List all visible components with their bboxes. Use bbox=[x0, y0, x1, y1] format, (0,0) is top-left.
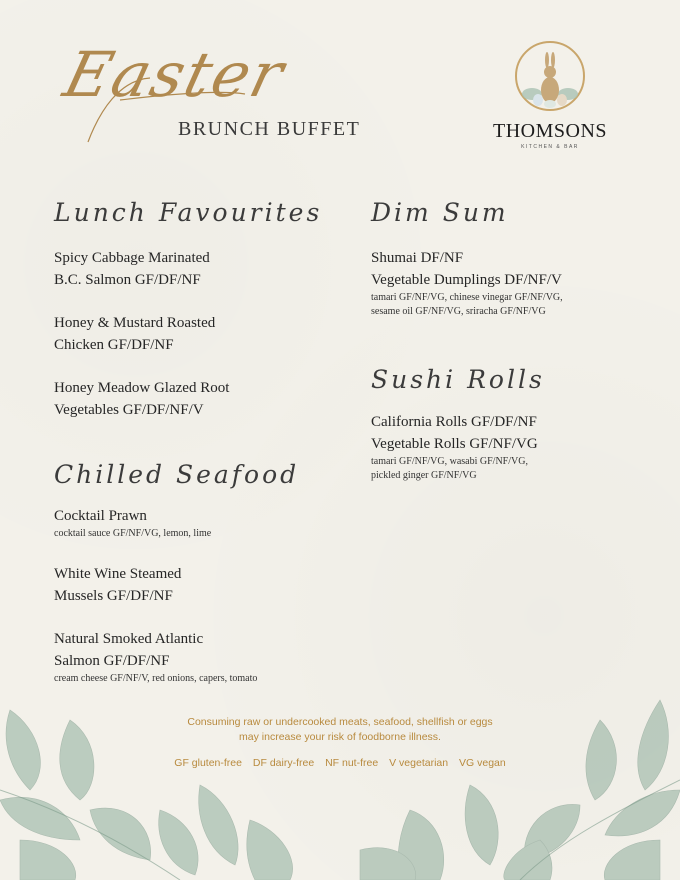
menu-item: White Wine Steamed Mussels GF/DF/NF bbox=[54, 566, 182, 604]
legend-item: GF gluten-free bbox=[174, 757, 242, 769]
item-note: tamari GF/NF/VG, wasabi GF/NF/VG, bbox=[371, 456, 528, 467]
legend-item: DF dairy-free bbox=[252, 757, 315, 769]
menu-item: Spicy Cabbage Marinated B.C. Salmon GF/DF/NF bbox=[54, 250, 210, 288]
menu-item: Natural Smoked Atlantic Salmon GF/DF/NF cream cheese GF/NF/V, red onions, capers, tomato bbox=[54, 631, 258, 684]
item-note: cocktail sauce GF/NF/VG, lemon, lime bbox=[54, 528, 212, 539]
legend-item: NF nut-free bbox=[325, 757, 379, 769]
menu-item: California Rolls GF/DF/NF Vegetable Rolls GF/NF/VG tamari GF/NF/VG, wasabi GF/NF/VG, pickled ginger GF/NF/VG bbox=[371, 414, 538, 481]
item-note: sesame oil GF/NF/VG, sriracha GF/NF/VG bbox=[371, 306, 546, 317]
section-title-lunch: Lunch Favourites bbox=[54, 198, 323, 227]
menu-item: Honey & Mustard Roasted Chicken GF/DF/NF bbox=[54, 315, 216, 353]
item-note: tamari GF/NF/VG, chinese vinegar GF/NF/VG, bbox=[371, 292, 563, 303]
section-title-seafood: Chilled Seafood bbox=[54, 460, 300, 489]
menu-item: Honey Meadow Glazed Root Vegetables GF/DF/NF/V bbox=[54, 380, 230, 418]
easter-title: Easter bbox=[57, 38, 293, 111]
logo-tagline: KITCHEN & BAR bbox=[521, 144, 579, 150]
item-note: cream cheese GF/NF/V, red onions, capers, tomato bbox=[54, 673, 258, 684]
menu-item: Shumai DF/NF Vegetable Dumplings DF/NF/V tamari GF/NF/VG, chinese vinegar GF/NF/VG, sesame oil GF/NF/VG, sriracha GF/NF/VG bbox=[371, 250, 563, 317]
legend-item: VG vegan bbox=[459, 757, 506, 769]
diet-legend bbox=[0, 757, 680, 769]
brunch-subtitle: BRUNCH BUFFET bbox=[178, 118, 361, 140]
item-note: pickled ginger GF/NF/VG bbox=[371, 470, 477, 481]
section-title-dimsum: Dim Sum bbox=[371, 198, 509, 227]
bunny-wreath-icon bbox=[512, 38, 588, 114]
legend-item: V vegetarian bbox=[389, 757, 449, 769]
menu-item: Cocktail Prawn cocktail sauce GF/NF/VG, lemon, lime bbox=[54, 508, 212, 539]
thomsons-logo bbox=[484, 38, 616, 150]
section-title-sushi: Sushi Rolls bbox=[371, 365, 545, 394]
logo-name: THOMSONS bbox=[492, 120, 608, 142]
allergy-warning: Consuming raw or undercooked meats, seafood, shellfish or eggs may increase your risk of foodborne illness. bbox=[187, 716, 493, 743]
